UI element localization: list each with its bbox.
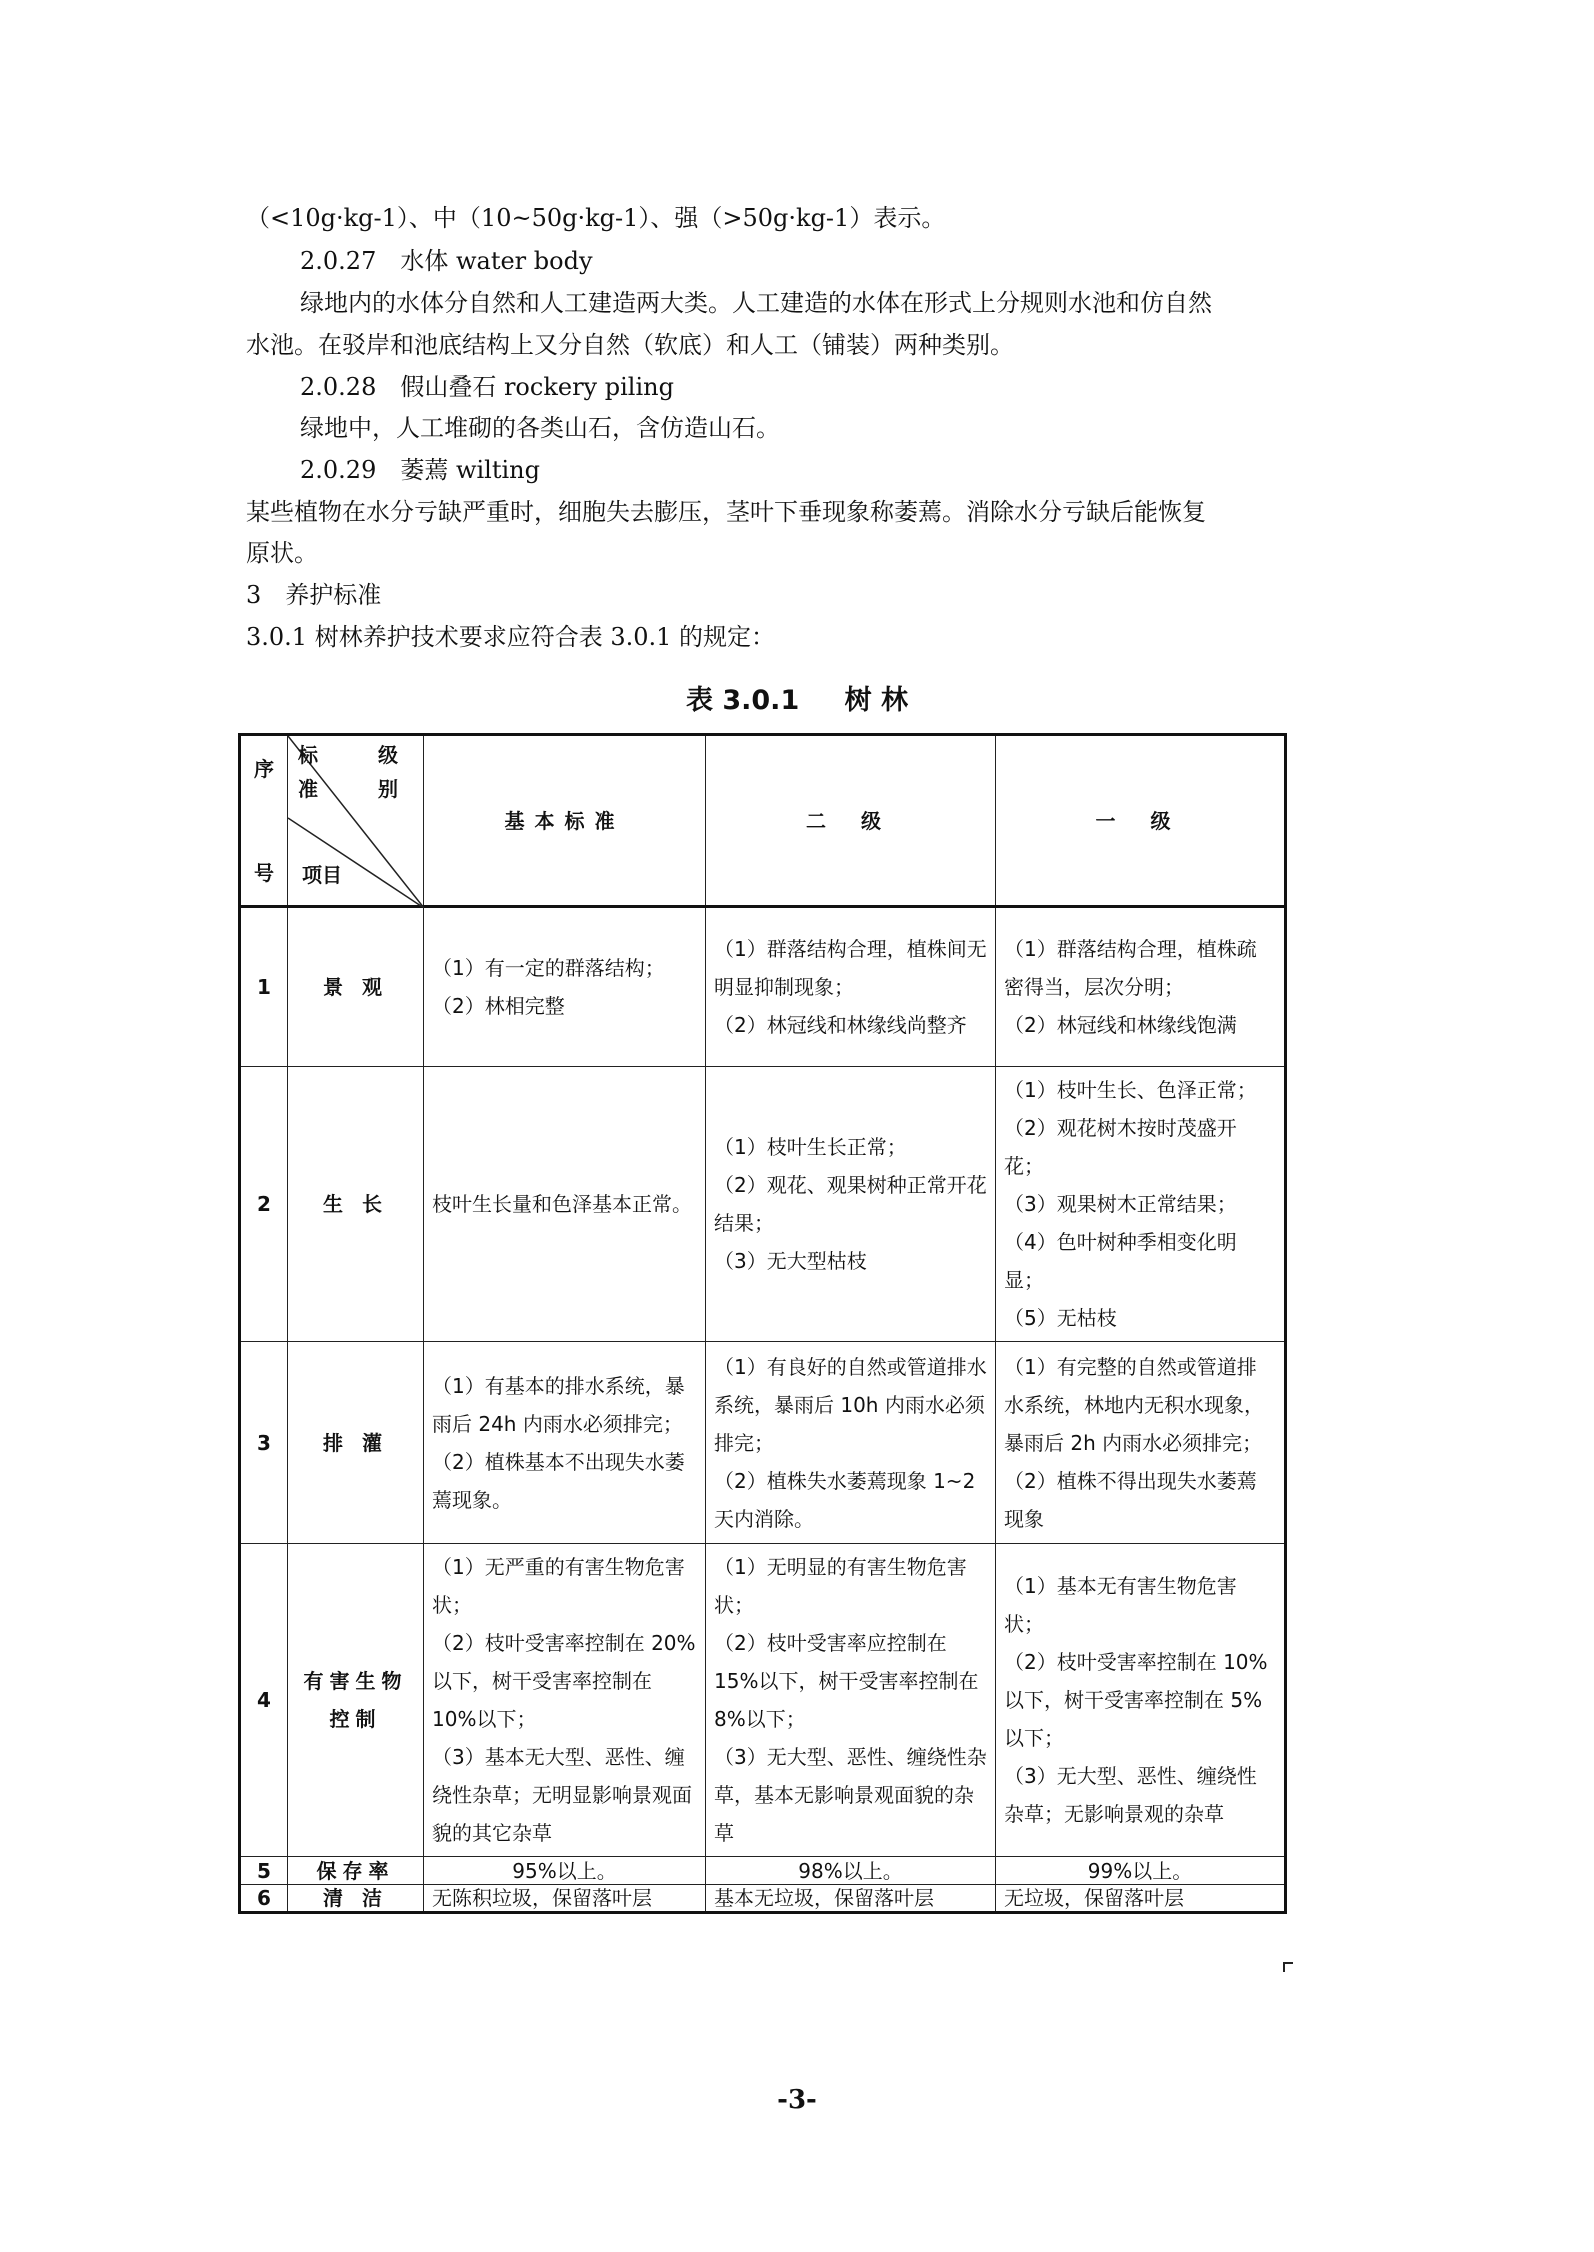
row-number: 6 [240, 1885, 288, 1913]
paragraph-line: 3.0.1 树林养护技术要求应符合表 3.0.1 的规定： [246, 623, 776, 651]
cell-level-1 [996, 1544, 1286, 1857]
cell-text-line: （4）色叶树种季相变化明显； [1004, 1230, 1237, 1292]
table-title [0, 678, 1594, 717]
cell-level-1 [996, 1885, 1286, 1913]
table-name: 树 林 [844, 685, 909, 716]
cell-text-line: 无垃圾，保留落叶层 [1004, 1886, 1184, 1910]
header-diag-label: 项目 [302, 863, 342, 887]
cell-basic-standard [424, 907, 706, 1067]
cell-level-1 [996, 1067, 1286, 1342]
cell-basic-standard [424, 1342, 706, 1544]
standards-table [238, 733, 1287, 1914]
header-diag-label: 准 [298, 777, 318, 801]
header-seq [240, 735, 288, 907]
cell-text-line: （2）林冠线和林缘线尚整齐 [714, 1013, 967, 1037]
cell-level-2 [706, 1067, 996, 1342]
cell-level-1 [996, 1857, 1286, 1885]
cell-text-line: 基本无垃圾，保留落叶层 [714, 1886, 934, 1910]
cell-text-line: （3）基本无大型、恶性、缠绕性杂草；无明显影响景观面貌的其它杂草 [432, 1745, 692, 1845]
cell-basic-standard [424, 1885, 706, 1913]
paragraph-line: 绿地中，人工堆砌的各类山石，含仿造山石。 [300, 414, 780, 442]
row-item: 生 长 [288, 1067, 424, 1342]
section-heading-2-0-29: 2.0.29 萎蔫 wilting [300, 456, 540, 484]
cell-level-1 [996, 1342, 1286, 1544]
table-row [240, 1885, 1286, 1913]
cell-text-line: 95%以上。 [512, 1858, 617, 1883]
paragraph-line: 原状。 [246, 539, 318, 567]
cell-level-2 [706, 1857, 996, 1885]
cell-basic-standard [424, 1857, 706, 1885]
cell-text-line: （3）无大型、恶性、缠绕性杂草；无影响景观的杂草 [1004, 1764, 1257, 1826]
row-number: 3 [240, 1342, 288, 1544]
header-level-1: 一 级 [996, 735, 1286, 907]
table-number: 表 3.0.1 [685, 685, 800, 716]
cell-text-line: （3）观果树木正常结果； [1004, 1192, 1237, 1216]
table-row [240, 1544, 1286, 1857]
table-row [240, 907, 1286, 1067]
cell-text-line: （2）植株不得出现失水萎蔫现象 [1004, 1468, 1257, 1531]
cell-level-2 [706, 1885, 996, 1913]
section-heading-2-0-28: 2.0.28 假山叠石 rockery piling [300, 373, 674, 401]
cell-text-line: （1）枝叶生长、色泽正常； [1004, 1078, 1257, 1102]
cell-text-line: （1）枝叶生长正常； [714, 1135, 907, 1159]
cell-text-line: （2）枝叶受害率控制在 10%以下，树干受害率控制在 5%以下； [1004, 1650, 1268, 1750]
row-number: 1 [240, 907, 288, 1067]
cell-text-line: （3）无大型、恶性、缠绕性杂草，基本无影响景观面貌的杂草 [714, 1745, 987, 1845]
cell-level-2 [706, 1544, 996, 1857]
paragraph-line: （<10g·kg-1）、中（10~50g·kg-1）、强（>50g·kg-1）表示。 [246, 204, 946, 232]
cell-text-line: （2）林冠线和林缘线饱满 [1004, 1013, 1237, 1037]
table-row [240, 1067, 1286, 1342]
paragraph-line: 水池。在驳岸和池底结构上又分自然（软底）和人工（铺装）两种类别。 [246, 331, 1014, 359]
row-number: 5 [240, 1857, 288, 1885]
cell-text-line: （3）无大型枯枝 [714, 1249, 867, 1273]
cell-text-line: 无陈积垃圾，保留落叶层 [432, 1886, 652, 1910]
table-row [240, 1857, 1286, 1885]
cell-text-line: （1）有基本的排水系统，暴雨后 24h 内雨水必须排完； [432, 1373, 685, 1436]
header-seq-char: 序 [254, 756, 274, 781]
row-item: 保存率 [288, 1857, 424, 1885]
cell-text-line: （1）有完整的自然或管道排水系统，林地内无积水现象，暴雨后 2h 内雨水必须排完； [1004, 1354, 1264, 1455]
cell-text-line: （1）群落结构合理，植株间无明显抑制现象； [714, 937, 987, 999]
header-diag-label: 别 [378, 777, 398, 801]
row-item: 有害生物控制 [288, 1544, 424, 1857]
row-number: 4 [240, 1544, 288, 1857]
cell-text-line: （2）观花、观果树种正常开花结果； [714, 1173, 987, 1235]
paragraph-line: 某些植物在水分亏缺严重时，细胞失去膨压，茎叶下垂现象称萎蔫。消除水分亏缺后能恢复 [246, 498, 1206, 526]
header-diagonal-cell [288, 735, 424, 907]
cell-text-line: 98%以上。 [798, 1858, 903, 1883]
row-item: 排 灌 [288, 1342, 424, 1544]
cell-text-line: （2）观花树木按时茂盛开花； [1004, 1116, 1237, 1178]
cell-text-line: （1）有一定的群落结构； [432, 956, 665, 980]
cell-text-line: （2）枝叶受害率控制在 20%以下，树干受害率控制在 10%以下； [432, 1631, 696, 1731]
section-heading-2-0-27: 2.0.27 水体 water body [300, 247, 593, 275]
page-number: -3- [777, 2085, 817, 2115]
table-row [240, 1342, 1286, 1544]
row-number: 2 [240, 1067, 288, 1342]
cell-text-line: （5）无枯枝 [1004, 1306, 1117, 1330]
cell-text-line: （2）植株基本不出现失水萎蔫现象。 [432, 1449, 685, 1512]
chapter-heading: 3 养护标准 [246, 581, 382, 609]
header-level-2: 二 级 [706, 735, 996, 907]
cell-text-line: （2）林相完整 [432, 994, 565, 1018]
row-item: 景 观 [288, 907, 424, 1067]
cell-text-line: （1）无严重的有害生物危害状； [432, 1555, 685, 1617]
header-seq-char: 号 [254, 860, 274, 885]
paragraph-line: 绿地内的水体分自然和人工建造两大类。人工建造的水体在形式上分规则水池和仿自然 [300, 289, 1212, 317]
page-corner-mark [1283, 1962, 1293, 1972]
cell-level-2 [706, 1342, 996, 1544]
cell-text-line: （1）群落结构合理，植株疏密得当，层次分明； [1004, 937, 1257, 999]
cell-text-line: （1）基本无有害生物危害状； [1004, 1574, 1237, 1636]
cell-text-line: （1）有良好的自然或管道排水系统，暴雨后 10h 内雨水必须排完； [714, 1354, 987, 1455]
row-item: 清 洁 [288, 1885, 424, 1913]
cell-basic-standard [424, 1067, 706, 1342]
cell-text-line: （2）枝叶受害率应控制在 15%以下，树干受害率控制在 8%以下； [714, 1631, 979, 1731]
cell-level-2 [706, 907, 996, 1067]
cell-basic-standard [424, 1544, 706, 1857]
cell-text-line: 枝叶生长量和色泽基本正常。 [432, 1192, 692, 1216]
header-diag-label: 级 [378, 743, 398, 767]
cell-level-1 [996, 907, 1286, 1067]
table-header-row [240, 735, 1286, 907]
header-basic-standard: 基本标准 [424, 735, 706, 907]
header-diag-label: 标 [298, 743, 318, 767]
cell-text-line: 99%以上。 [1087, 1858, 1193, 1883]
cell-text-line: （1）无明显的有害生物危害状； [714, 1555, 967, 1617]
cell-text-line: （2）植株失水萎蔫现象 1~2 天内消除。 [714, 1468, 976, 1531]
